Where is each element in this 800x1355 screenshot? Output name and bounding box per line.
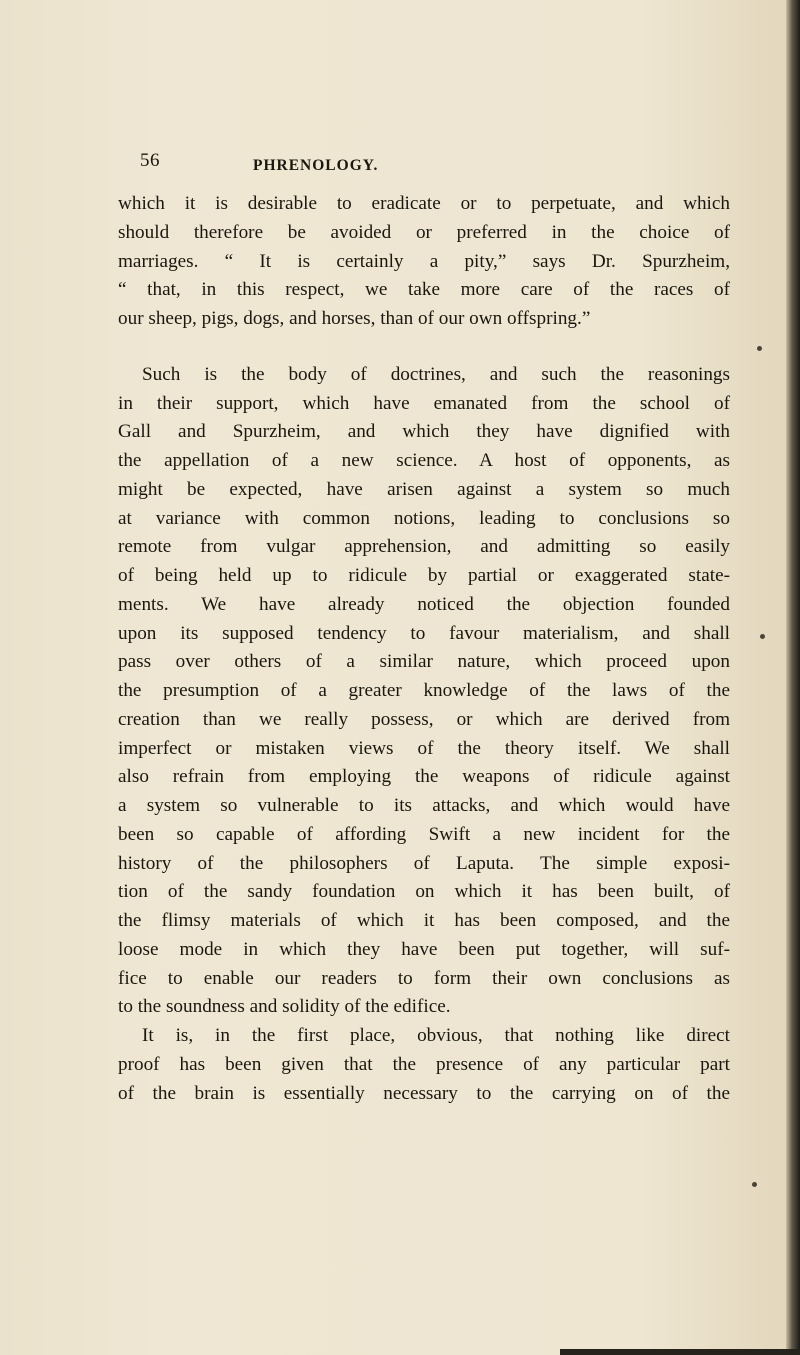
text-line: been so capable of affording Swift a new incident for the xyxy=(118,823,730,845)
text-line: also refrain from employing the weapons of ridicule against xyxy=(118,766,730,788)
text-line: imperfect or mistaken views of the theory itself. We shall xyxy=(118,737,730,759)
page-edge-shadow-bottom xyxy=(560,1349,800,1355)
text-line: the appellation of a new science. A host of opponents, as xyxy=(118,450,730,471)
running-head: PHRENOLOGY. xyxy=(253,157,379,174)
text-line: creation than we really possess, or which are derived from xyxy=(118,708,730,730)
paragraph-2 xyxy=(118,361,730,1022)
text-line: which it is desirable to eradicate or to perpetuate, and which xyxy=(118,193,730,214)
text-line: ments. We have already noticed the objection founded xyxy=(118,593,730,615)
paragraph-1 xyxy=(118,190,730,334)
text-line: of the brain is essentially necessary to the carrying on of the xyxy=(118,1082,730,1104)
text-line: in their support, which have emanated from the school of xyxy=(118,392,730,414)
text-line: a system so vulnerable to its attacks, and which would have xyxy=(118,795,730,816)
text-line: fice to enable our readers to form their own conclusions as xyxy=(118,967,730,989)
text-line: loose mode in which they have been put together, will suf- xyxy=(118,938,730,960)
text-line: Such is the body of doctrines, and such the reasonings xyxy=(142,363,730,385)
text-line: the flimsy materials of which it has been composed, and the xyxy=(118,910,730,931)
text-line: our sheep, pigs, dogs, and horses, than of our own offspring.” xyxy=(118,308,591,329)
text-line: at variance with common notions, leading to conclusions so xyxy=(118,507,730,529)
paragraph-3 xyxy=(118,1022,730,1108)
text-line: “ that, in this respect, we take more care of the races of xyxy=(118,279,730,301)
text-line: remote from vulgar apprehension, and admitting so easily xyxy=(118,536,730,558)
text-line: the presumption of a greater knowledge of the laws of the xyxy=(118,680,730,701)
text-line: history of the philosophers of Laputa. The simple exposi- xyxy=(118,852,730,874)
ink-speck xyxy=(757,346,762,351)
text-line: pass over others of a similar nature, which proceed upon xyxy=(118,651,730,673)
page-edge-shadow xyxy=(786,0,800,1355)
text-line: proof has been given that the presence of any particular part xyxy=(118,1053,730,1075)
text-line: to the soundness and solidity of the edifice. xyxy=(118,996,451,1018)
page-number: 56 xyxy=(140,150,160,171)
ink-speck xyxy=(760,634,765,639)
text-line: Gall and Spurzheim, and which they have dignified with xyxy=(118,421,730,443)
text-line: tion of the sandy foundation on which it has been built, of xyxy=(118,881,730,903)
ink-speck xyxy=(752,1182,757,1187)
text-line: should therefore be avoided or preferred in the choice of xyxy=(118,221,730,243)
text-line: It is, in the first place, obvious, that nothing like direct xyxy=(142,1025,730,1046)
text-line: marriages. “ It is certainly a pity,” says Dr. Spurzheim, xyxy=(118,250,730,272)
text-line: upon its supposed tendency to favour materialism, and shall xyxy=(118,622,730,644)
text-line: of being held up to ridicule by partial or exaggerated state- xyxy=(118,565,730,586)
text-line: might be expected, have arisen against a system so much xyxy=(118,478,730,500)
body-text xyxy=(118,190,730,1108)
